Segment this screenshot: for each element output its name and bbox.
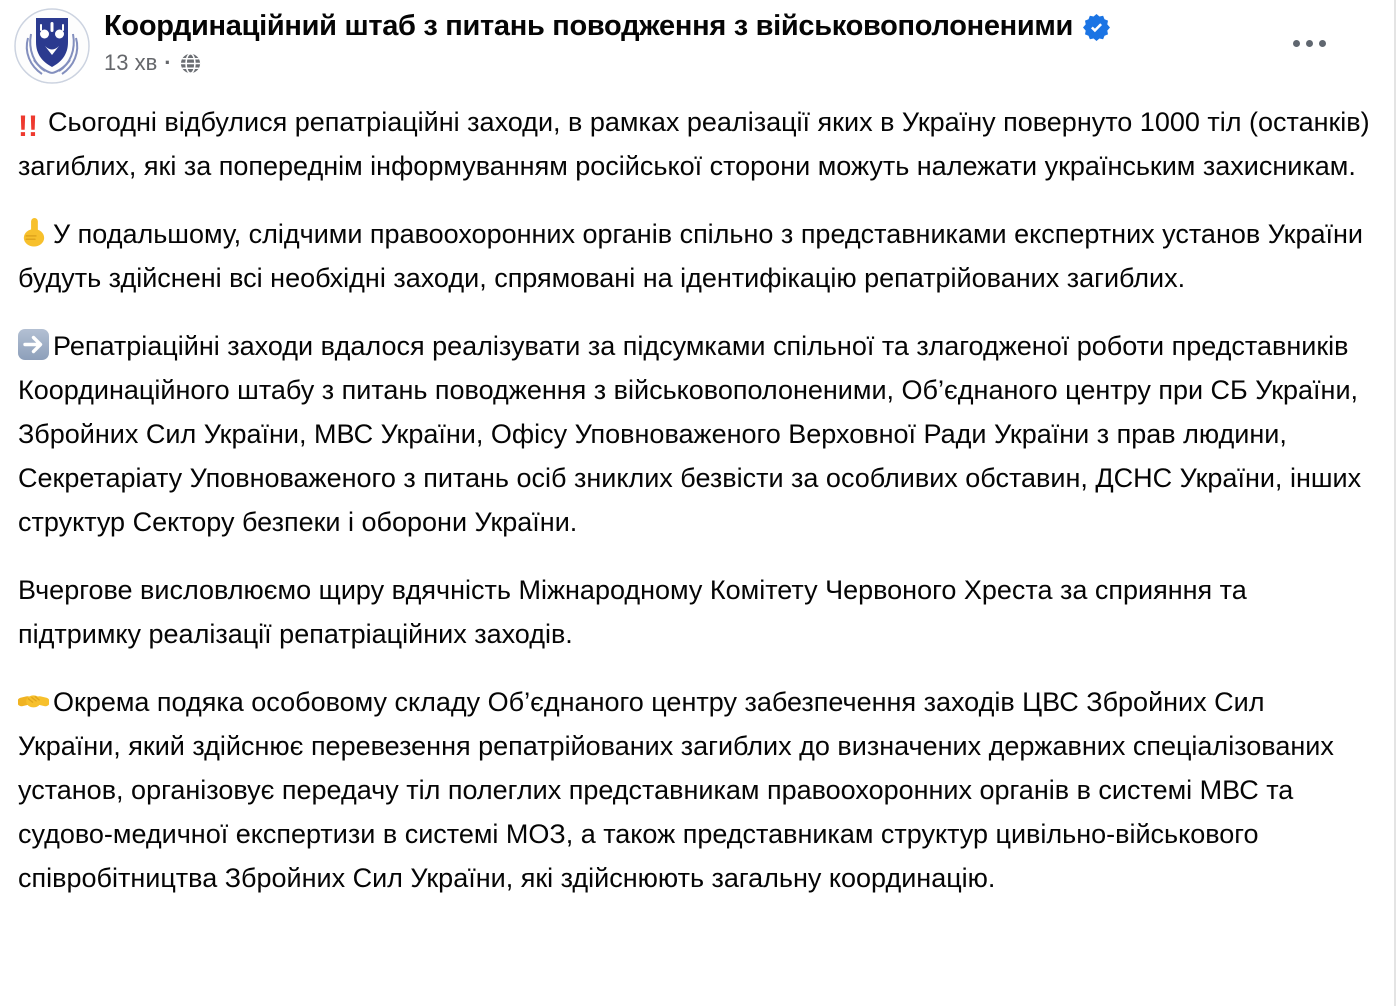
coordination-hq-logo-icon <box>14 8 90 84</box>
timestamp-link[interactable]: 13 хв <box>104 50 158 75</box>
paragraph-text: Вчергове висловлюємо щиру вдячність Міжнародному Комітету Червоного Хреста за сприяння та підтримку реалізації репатріаційних заходів. <box>18 575 1247 649</box>
avatar[interactable] <box>14 8 90 84</box>
handshake-icon <box>18 685 49 716</box>
page-name-link[interactable]: Координаційний штаб з питань поводження з військовополоненими <box>104 10 1074 42</box>
post-paragraph <box>18 568 1372 656</box>
paragraph-text: Окрема подяка особовому складу Об’єднаного центру забезпечення заходів ЦВС Збройних Сил України, який здійснює перевезення репатрійованих загиблих до визначених державних спеціалізованих установ, організовує передачу тіл полеглих представникам правоохоронних органів в системі МВС та судово-медичної експертизи в системі МОЗ, а також представникам структур цивільно-військового співробітництва Збройних Сил України, які здійснюють загальну координацію. <box>18 687 1334 893</box>
paragraph-text: У подальшому, слідчими правоохоронних органів спільно з представниками експертних установ України будуть здійснені всі необхідні заходи, спрямовані на ідентифікацію репатрійованих загиблих. <box>18 219 1363 293</box>
paragraph-text: Сьогодні відбулися репатріаційні заходи, в рамках реалізації яких в Україну повернуто 1000 тіл (останків) загиблих, які за попереднім інформуванням російської сторони можуть належати українським захисникам. <box>18 107 1370 181</box>
post-paragraph <box>18 212 1372 300</box>
post-header <box>0 0 1392 88</box>
verified-badge-icon <box>1083 14 1110 41</box>
ellipsis-icon <box>1319 40 1326 47</box>
post-paragraph <box>18 680 1372 900</box>
ellipsis-icon <box>1306 40 1313 47</box>
double-exclamation-icon: !! <box>18 110 38 143</box>
post-paragraph <box>18 100 1372 188</box>
post-content <box>0 88 1392 900</box>
more-options-button[interactable] <box>1285 32 1334 55</box>
right-arrow-icon <box>18 329 49 360</box>
ellipsis-icon <box>1293 40 1300 47</box>
globe-privacy-icon <box>179 52 202 75</box>
index-pointing-up-icon <box>18 217 49 248</box>
post-paragraph <box>18 324 1372 544</box>
meta-separator: · <box>164 50 172 75</box>
paragraph-text: Репатріаційні заходи вдалося реалізувати за підсумками спільної та злагодженої роботи представників Координаційного штабу з питань поводження з військовополоненими, Об’єднаного центру при СБ України, Збройних Сил України, МВС України, Офісу Уповноваженого Верховної Ради України з прав людини, Секретаріату Уповноваженого з питань осіб зниклих безвісти за особливих обставин, ДСНС України, інших структур Сектору безпеки і оборони України. <box>18 331 1362 537</box>
header-text <box>104 8 1110 76</box>
window-edge-divider <box>1394 0 1396 1006</box>
